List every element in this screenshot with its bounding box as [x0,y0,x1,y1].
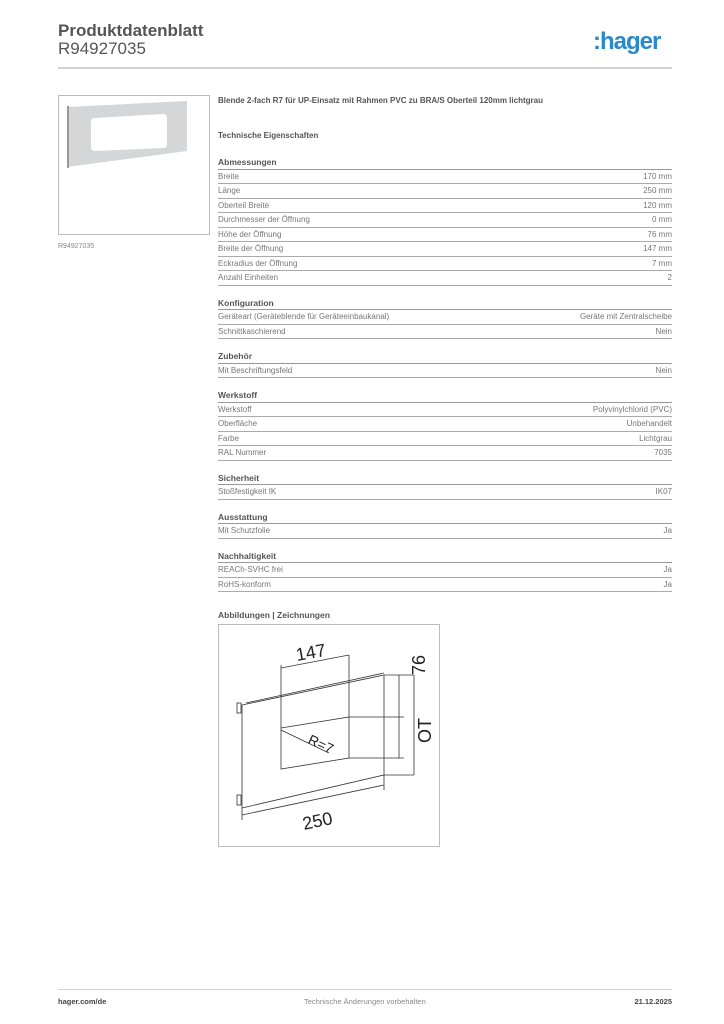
property-row [218,170,672,185]
property-label: Oberfläche [218,419,258,428]
property-value: Lichtgrau [639,433,672,443]
property-row [218,242,672,257]
property-value: 170 mm [643,171,672,181]
section-sicherheit [218,471,672,500]
footer-divider [58,989,672,990]
property-row [218,446,672,461]
property-label: Farbe [218,433,239,443]
property-label: Werkstoff [218,404,252,414]
section-nachhaltigkeit [218,549,672,593]
property-row [218,432,672,447]
property-value: 120 mm [643,200,672,210]
label-height: 76 [409,654,429,675]
property-label: Anzahl Einheiten [218,273,279,282]
product-code: R94927035 [58,39,146,58]
label-ot: OT [415,718,435,743]
property-label: Breite der Öffnung [218,244,284,253]
figures-heading: Abbildungen | Zeichnungen [218,610,330,620]
property-value: 2 [667,273,672,282]
section-heading: Ausstattung [218,510,672,525]
section-ausstattung [218,510,672,539]
section-heading: Nachhaltigkeit [218,549,672,564]
section-werkstoff [218,388,672,461]
property-label: Geräteart (Geräteblende für Geräteeinbaukanal) [218,312,390,321]
dimension-drawing [218,624,440,847]
label-length: 250 [300,808,335,834]
property-value: 0 mm [652,215,672,224]
section-abmessungen [218,155,672,286]
property-label: REACh-SVHC frei [218,565,283,574]
property-row [218,213,672,228]
property-label: Breite [218,171,239,181]
section-heading: Werkstoff [218,388,672,403]
property-row [218,325,672,340]
property-value: IK07 [655,487,672,496]
section-heading: Sicherheit [218,471,672,486]
property-row [218,184,672,199]
property-value: Ja [663,565,672,574]
property-row [218,403,672,418]
tech-heading: Technische Eigenschaften [218,131,319,140]
property-row [218,257,672,272]
property-row [218,578,672,593]
label-width: 147 [294,640,328,665]
property-sections [218,155,672,592]
header-divider [58,67,672,69]
property-row [218,364,672,379]
property-label: Stoßfestigkeit IK [218,487,277,496]
property-label: Oberteil Breite [218,200,270,210]
property-row [218,485,672,500]
property-value: Polyvinylchlorid (PVC) [592,404,672,414]
main-content [218,96,672,847]
property-value: Ja [663,526,672,535]
hager-logo: :hager [593,28,661,55]
footer-disclaimer: Technische Änderungen vorbehalten [304,997,426,1006]
property-row [218,563,672,578]
property-row [218,199,672,214]
property-label: Länge [218,186,241,195]
property-label: Höhe der Öffnung [218,229,282,239]
property-value: Geräte mit Zentralscheibe [579,312,672,321]
label-radius: R=7 [305,731,337,757]
property-label: Mit Schutzfolie [218,526,271,535]
document-title: Produktdatenblatt [58,21,204,40]
property-value: 147 mm [643,244,672,253]
property-value: Nein [655,326,672,336]
footer-date: 21.12.2025 [634,997,672,1006]
section-zubehör [218,349,672,378]
property-label: RAL Nummer [218,448,267,457]
property-value: Nein [655,365,672,375]
section-heading: Abmessungen [218,155,672,170]
section-heading: Konfiguration [218,296,672,311]
section-konfiguration [218,296,672,340]
property-label: RoHS-konform [218,579,271,589]
property-label: Durchmesser der Öffnung [218,215,310,224]
property-row [218,271,672,286]
property-row [218,310,672,325]
product-title: Blende 2-fach R7 für UP-Einsatz mit Rahmen PVC zu BRA/S Oberteil 120mm lichtgrau [218,96,543,105]
property-label: Mit Beschriftungsfeld [218,365,293,375]
property-label: Schnittkaschierend [218,326,286,336]
property-value: Ja [663,579,672,589]
property-row [218,228,672,243]
section-heading: Zubehör [218,349,672,364]
property-value: 7 mm [652,258,672,268]
thumbnail-caption: R94927035 [58,243,95,250]
property-value: 76 mm [647,229,672,239]
property-value: 7035 [654,448,672,457]
product-thumbnail [58,95,210,235]
property-row [218,417,672,432]
property-row [218,524,672,539]
footer-website[interactable]: hager.com/de [58,997,107,1006]
property-value: Unbehandelt [626,419,672,428]
property-value: 250 mm [643,186,672,195]
property-label: Eckradius der Öffnung [218,258,298,268]
